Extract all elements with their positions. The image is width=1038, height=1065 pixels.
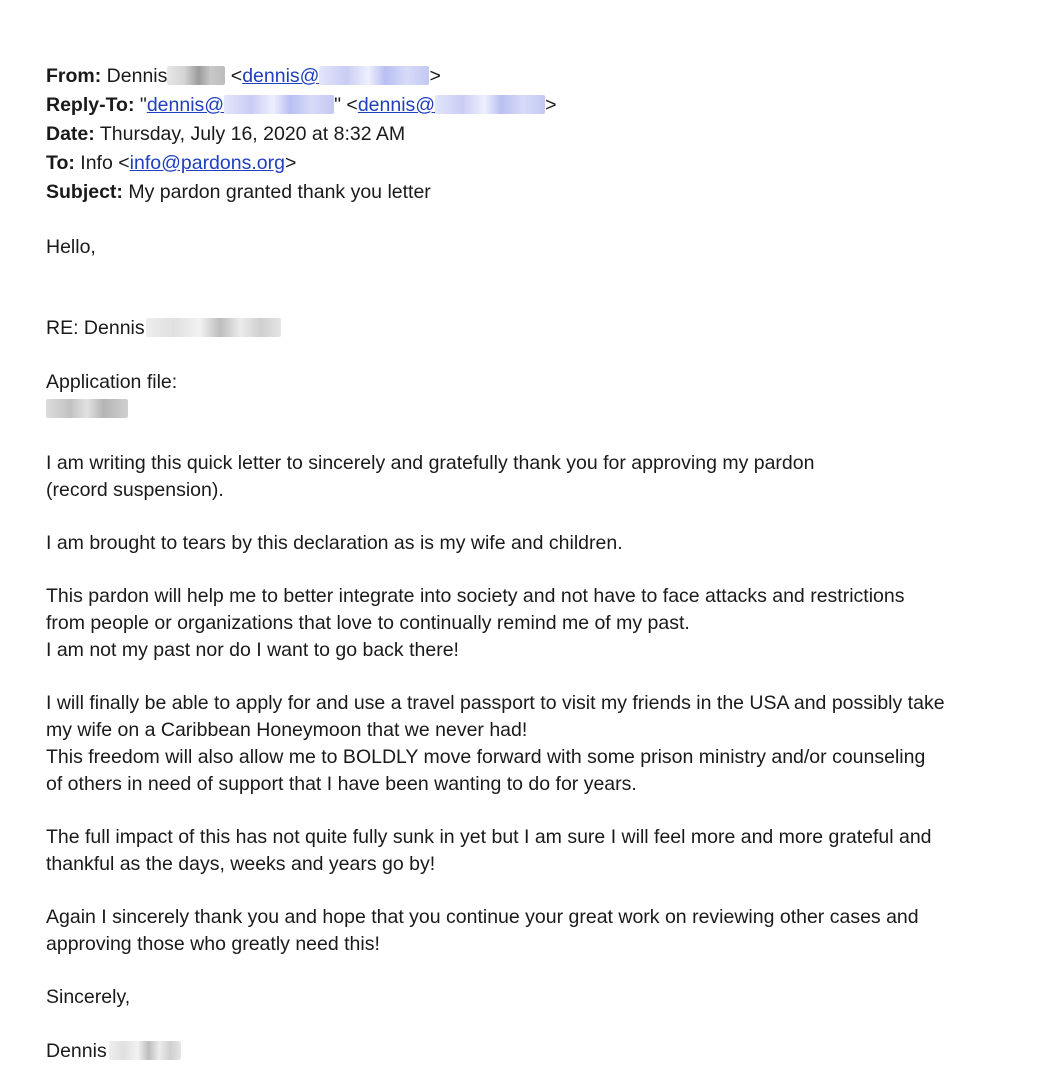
date-line (46, 120, 1006, 149)
paragraph-4: I will finally be able to apply for and use a travel passport to visit my friends in the USA and possibly take my wife on a Caribbean Honeymoon that we never had! This freedom will also allow me to BOLDLY move forward with some prison ministry and/or counseling of others in need of support that I have been wanting to do for years. (46, 692, 945, 795)
reply-to-email-prefix-1: dennis@ (146, 94, 225, 116)
reply-to-label: Reply-To: (46, 94, 135, 116)
subject-line (46, 178, 1006, 207)
closing: Sincerely, (46, 986, 131, 1008)
from-email-link[interactable] (242, 65, 429, 87)
to-line: To: Info <info@pardons.org> (46, 152, 297, 174)
redacted-surname (167, 66, 225, 85)
paragraph-1: I am writing this quick letter to sincerely and gratefully thank you for approving my pardon (record suspension). (46, 452, 815, 501)
reply-to-email-prefix-2: dennis@ (357, 94, 436, 116)
signature: Dennis (46, 1040, 107, 1062)
paragraph-3: This pardon will help me to better integrate into society and not have to face attacks and restrictions from people or organizations that love to continually remind me of my past. I am not my past nor do I want to go back there! (46, 585, 905, 661)
subject-label: Subject: (46, 181, 123, 203)
greeting: Hello, (46, 236, 96, 258)
application-file-line (46, 342, 1006, 423)
signature-line (46, 1011, 1006, 1065)
redacted-email-domain (224, 95, 334, 114)
to-label: To: (46, 152, 75, 174)
re-label: RE: Dennis (46, 317, 145, 339)
to-email-link[interactable]: info@pardons.org (129, 152, 285, 174)
from-name: Dennis (106, 65, 168, 87)
date-value: Thursday, July 16, 2020 at 8:32 AM (99, 123, 406, 145)
from-email-prefix: dennis@ (242, 65, 320, 87)
redacted-surname (109, 1041, 181, 1060)
email-document (46, 62, 1006, 1065)
re-line (46, 288, 1006, 342)
reply-to-email-link-1[interactable] (147, 94, 334, 116)
date-label: Date: (46, 123, 95, 145)
reply-to-line: Reply-To: "dennis@ " <dennis@ > (46, 94, 557, 116)
subject-value: My pardon granted thank you letter (128, 181, 431, 203)
paragraph-2: I am brought to tears by this declaration as is my wife and children. (46, 532, 623, 554)
redacted-email-domain (319, 66, 429, 85)
reply-to-email-link-2[interactable] (358, 94, 545, 116)
from-label: From: (46, 65, 102, 87)
paragraph-5: The full impact of this has not quite fully sunk in yet but I am sure I will feel more and more grateful and thankful as the days, weeks and years go by! (46, 826, 932, 875)
application-file-label: Application file: (46, 371, 178, 393)
redacted-surname (146, 318, 281, 337)
from-line: From: Dennis <dennis@ > (46, 65, 441, 87)
paragraph-6: Again I sincerely thank you and hope that you continue your great work on reviewing other cases and approving those who greatly need this! (46, 906, 919, 955)
to-name: Info (80, 152, 113, 174)
redacted-file-number (46, 399, 128, 418)
redacted-email-domain (435, 95, 545, 114)
